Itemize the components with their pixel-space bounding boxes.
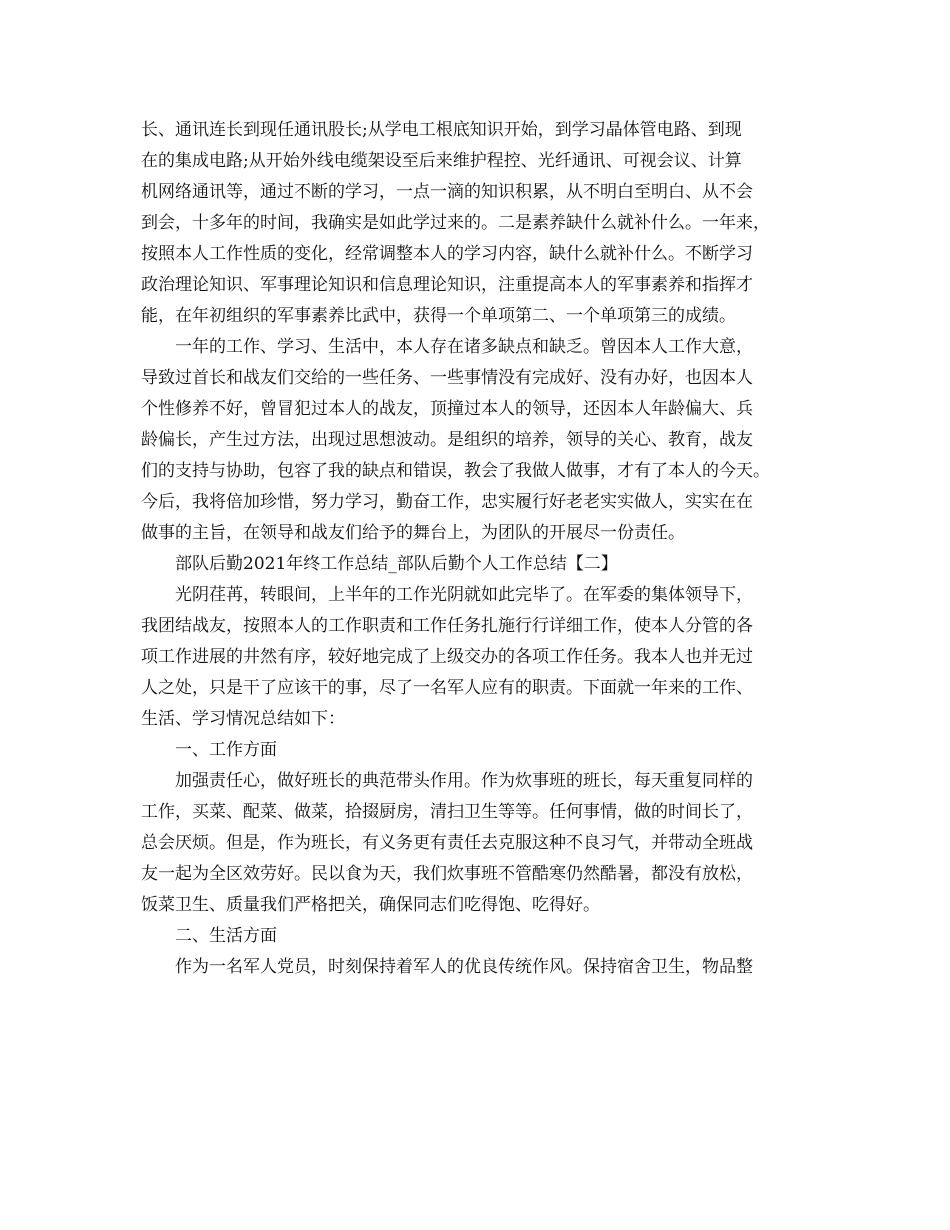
text-line: 龄偏长，产生过方法，出现过思想波动。是组织的培养，领导的关心、教育，战友	[141, 430, 753, 450]
text-line: 项工作进展的井然有序，较好地完成了上级交办的各项工作任务。我本人也并无过	[141, 647, 753, 667]
text-line: 到会，十多年的时间，我确实是如此学过来的。二是素养缺什么就补什么。一年来，	[141, 213, 770, 233]
text-line: 生活、学习情况总结如下：	[141, 709, 345, 729]
text-line: 人之处，只是干了应该干的事，尽了一名军人应有的职责。下面就一年来的工作、	[141, 678, 753, 698]
text-line: 二、生活方面	[175, 926, 277, 946]
text-line: 能，在年初组织的军事素养比武中，获得一个单项第二、一个单项第三的成绩。	[141, 306, 736, 326]
text-line: 总会厌烦。但是，作为班长，有义务更有责任去克服这种不良习气，并带动全班战	[141, 833, 753, 853]
text-line: 饭菜卫生、质量我们严格把关，确保同志们吃得饱、吃得好。	[141, 895, 600, 915]
text-line: 在的集成电路;从开始外线电缆架设至后来维护程控、光纤通讯、可视会议、计算	[141, 151, 742, 171]
text-line: 长、通讯连长到现任通讯股长;从学电工根底知识开始，到学习晶体管电路、到现	[141, 120, 742, 140]
text-line: 一、工作方面	[175, 740, 277, 760]
text-line: 我团结战友，按照本人的工作职责和工作任务扎施行行详细工作，使本人分管的各	[141, 616, 753, 636]
text-line: 友一起为全区效劳好。民以食为天，我们炊事班不管酷寒仍然酷暑，都没有放松，	[141, 864, 753, 884]
text-line: 作为一名军人党员，时刻保持着军人的优良传统作风。保持宿舍卫生，物品整	[175, 957, 753, 977]
text-line: 今后，我将倍加珍惜，努力学习，勤奋工作，忠实履行好老老实实做人，实实在在	[141, 492, 753, 512]
text-line: 做事的主旨，在领导和战友们给予的舞台上，为团队的开展尽一份责任。	[141, 523, 685, 543]
document-body	[141, 115, 831, 983]
text-line: 加强责任心，做好班长的典范带头作用。作为炊事班的班长，每天重复同样的	[175, 771, 753, 791]
text-line: 光阴荏苒，转眼间，上半年的工作光阴就如此完毕了。在军委的集体领导下，	[175, 585, 753, 605]
text-line: 们的支持与协助，包容了我的缺点和错误，教会了我做人做事，才有了本人的今天。	[141, 461, 770, 481]
text-line: 个性修养不好，曾冒犯过本人的战友，顶撞过本人的领导，还因本人年龄偏大、兵	[141, 399, 753, 419]
text-line: 机网络通讯等，通过不断的学习，一点一滴的知识积累，从不明白至明白、从不会	[141, 182, 753, 202]
text-line: 导致过首长和战友们交给的一些任务、一些事情没有完成好、没有办好，也因本人	[141, 368, 753, 388]
text-line: 部队后勤2021年终工作总结_部队后勤个人工作总结【二】	[175, 554, 618, 574]
text-line: 按照本人工作性质的变化，经常调整本人的学习内容，缺什么就补什么。不断学习	[141, 244, 753, 264]
text-line: 工作，买菜、配菜、做菜，拾掇厨房，清扫卫生等等。任何事情，做的时间长了，	[141, 802, 753, 822]
text-line: 一年的工作、学习、生活中，本人存在诸多缺点和缺乏。曾因本人工作大意，	[175, 337, 753, 357]
text-line: 政治理论知识、军事理论知识和信息理论知识，注重提高本人的军事素养和指挥才	[141, 275, 753, 295]
